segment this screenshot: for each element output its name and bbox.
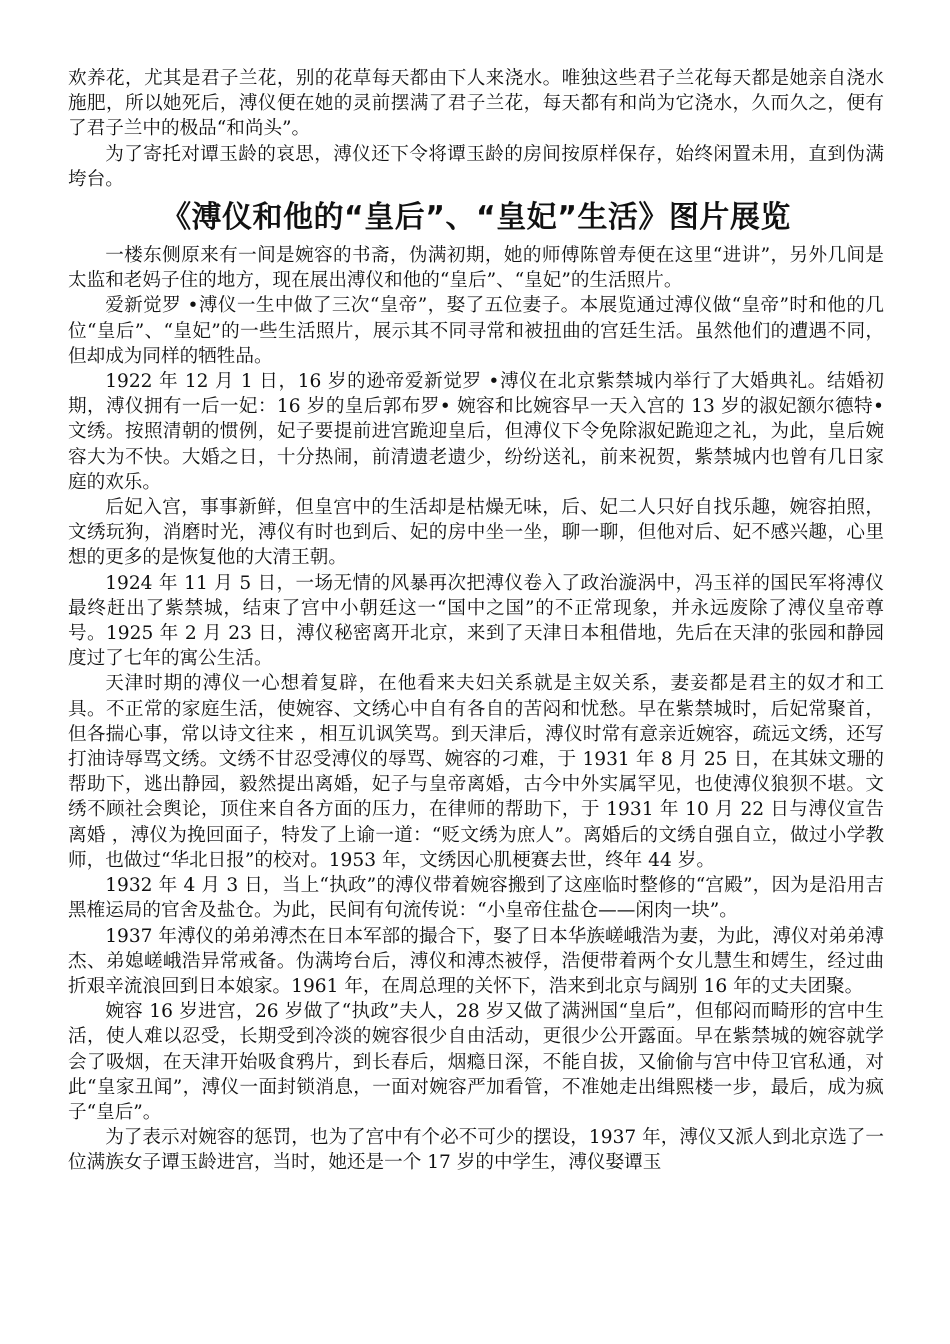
paragraph: 一楼东侧原来有一间是婉容的书斋，伪满初期，她的师傅陈曾寿便在这里“进讲”，另外几间是太监和老妈子住的地方，现在展出溥仪和他的“皇后”、“皇妃”的生活照片。 [68,245,884,292]
paragraph: 婉容 16 岁进宫，26 岁做了“执政”夫人，28 岁又做了满洲国“皇后”，但郁闷而畸形的宫中生活，使人难以忍受，长期受到冷淡的婉容很少自由活动，更很少公开露面。早在紫禁城的婉容就学会了吸烟，在天津开始吸食鸦片，到长春后，烟瘾日深，不能自拔，又偷偷与宫中侍卫官私通，对此“皇家丑闻”，溥仪一面封锁消息，一面对婉容严加看管，不准她走出缉熙楼一步，最后，成为疯子“皇后”。 [68,1001,884,1123]
paragraph: 后妃入宫，事事新鲜，但皇宫中的生活却是枯燥无味，后、妃二人只好自找乐趣，婉容拍照，文绣玩狗，消磨时光，溥仪有时也到后、妃的房中坐一坐，聊一聊，但他对后、妃不感兴趣，心里想的更多的是恢复他的大清王朝。 [68,497,884,569]
paragraph: 1937 年溥仪的弟弟溥杰在日本军部的撮合下，娶了日本华族嵯峨浩为妻，为此，溥仪对弟弟溥杰、弟媳嵯峨浩异常戒备。伪满垮台后，溥仪和溥杰被俘，浩便带着两个女儿慧生和嫮生，经过曲折艰辛流浪回到日本娘家。1961 年，在周总理的关怀下，浩来到北京与阔别 16 年的丈夫团聚。 [68,925,884,997]
paragraph: 爱新觉罗 •溥仪一生中做了三次“皇帝”，娶了五位妻子。本展览通过溥仪做“皇帝”时和他的几位“皇后”、“皇妃”的一些生活照片，展示其不同寻常和被扭曲的宫廷生活。虽然他们的遭遇不同，但却成为同样的牺牲品。 [68,295,884,367]
paragraph: 1924 年 11 月 5 日，一场无情的风暴再次把溥仪卷入了政治漩涡中，冯玉祥的国民军将溥仪最终赶出了紫禁城，结束了宫中小朝廷这一“国中之国”的不正常现象，并永远废除了溥仪皇帝尊号。1925 年 2 月 23 日，溥仪秘密离开北京，来到了天津日本租借地，先后在天津的张园和静园度过了七年的寓公生活。 [68,572,884,670]
paragraph: 1932 年 4 月 3 日，当上“执政”的溥仪带着婉容搬到了这座临时整修的“宫殿”，因为是沿用吉黑榷运局的官舍及盐仓。为此，民间有句流传说：“小皇帝住盐仓——闲肉一块”。 [68,875,884,922]
paragraph: 为了寄托对谭玉龄的哀思，溥仪还下令将谭玉龄的房间按原样保存，始终闲置未用，直到伪满垮台。 [68,143,884,190]
paragraph: 天津时期的溥仪一心想着复辟，在他看来夫妇关系就是主奴关系，妻妾都是君主的奴才和工具。不正常的家庭生活，使婉容、文绣心中自有各自的苦闷和忧愁。早在紫禁城时，后妃常聚首，但各揣心事，常以诗文往来 ，相互讥讽笑骂。到天津后，溥仪时常有意亲近婉容，疏远文绣，还写打油诗辱骂文绣。文绣不甘忍受溥仪的辱骂、婉容的刁难，于 1931 年 8 月 25 日，在其妹文珊的帮助下，逃出静园，毅然提出离婚，妃子与皇帝离婚，古今中外实属罕见，也使溥仪狼狈不堪。文绣不顾社会舆论，顶住来自各方面的压力，在律师的帮助下，于 1931 年 10 月 22 日与溥仪宣告离婚 ，溥仪为挽回面子，特发了上谕一道：“贬文绣为庶人”。离婚后的文绣自强自立，做过小学教师，也做过“华北日报”的校对。1953 年，文绣因心肌梗赛去世，终年 44 岁。 [68,673,884,871]
paragraph: 1922 年 12 月 1 日，16 岁的逊帝爱新觉罗 •溥仪在北京紫禁城内举行了大婚典礼。结婚初期，溥仪拥有一后一妃：16 岁的皇后郭布罗• 婉容和比婉容早一天入宫的 13 岁的淑妃额尔德特• 文绣。按照清朝的惯例，妃子要提前进宫跪迎皇后，但溥仪下令免除淑妃跪迎之礼，为此，皇后婉容大为不快。大婚之日，十分热闹，前清遗老遗少，纷纷送礼，前来祝贺，紫禁城内也曾有几日家庭的欢乐。 [68,371,884,493]
paragraph-continued: 欢养花，尤其是君子兰花，别的花草每天都由下人来浇水。唯独这些君子兰花每天都是她亲自浇水施肥，所以她死后，溥仪便在她的灵前摆满了君子兰花，每天都有和尚为它浇水，久而久之，便有了君子兰中的极品“和尚头”。 [68,68,884,140]
section-heading: 《溥仪和他的“皇后”、“皇妃”生活》图片展览 [161,200,791,236]
paragraph-truncated: 为了表示对婉容的惩罚，也为了宫中有个必不可少的摆设，1937 年，溥仪又派人到北京选了一位满族女子谭玉龄进宫，当时，她还是一个 17 岁的中学生，溥仪娶谭玉 [68,1127,884,1174]
